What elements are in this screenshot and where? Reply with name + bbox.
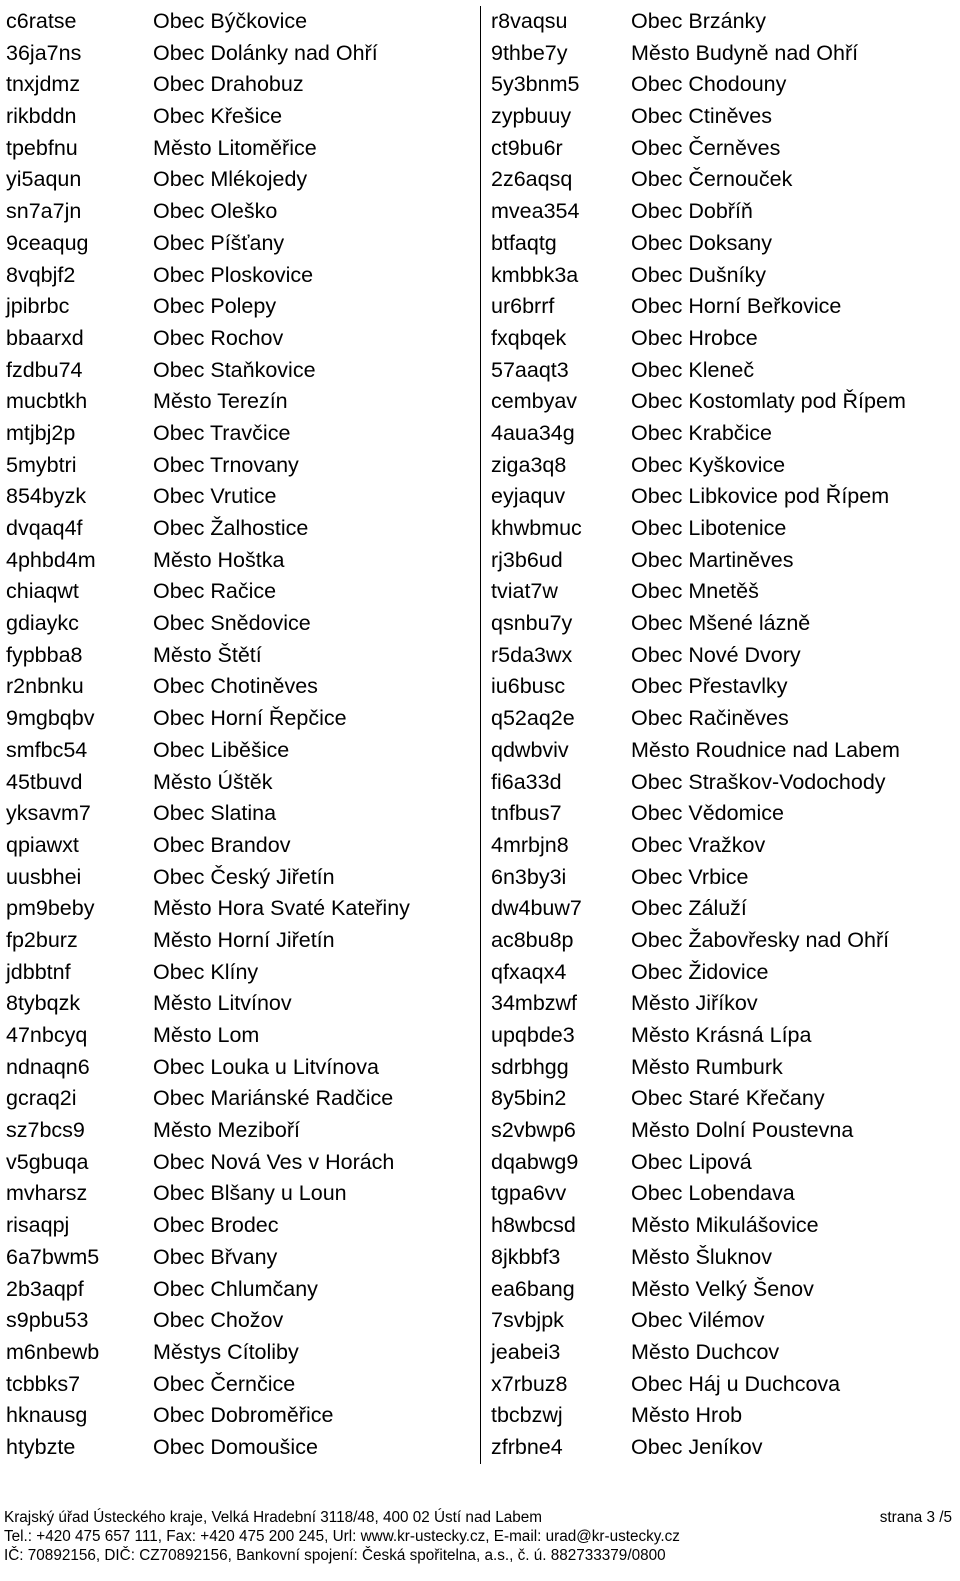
table-row [491, 386, 960, 418]
municipality-name: Obec Račiněves [631, 706, 789, 731]
table-row [6, 767, 480, 799]
table-row [491, 1210, 960, 1242]
table-row [6, 798, 480, 830]
municipality-name: Obec Doksany [631, 230, 773, 255]
municipality-name: Obec Horní Řepčice [153, 706, 347, 731]
municipality-name: Město Hora Svaté Kateřiny [153, 896, 410, 921]
table-row [6, 608, 480, 640]
data-box-id: smfbc54 [6, 737, 88, 762]
table-row [6, 196, 480, 228]
municipality-name: Město Krásná Lípa [631, 1023, 812, 1047]
municipality-name: Obec Libotenice [631, 516, 787, 540]
municipality-name: Obec Polepy [153, 294, 277, 319]
table-row [491, 1083, 960, 1115]
municipality-name: Obec Ctiněves [631, 104, 773, 129]
municipality-name: Obec Louka u Litvínova [153, 1054, 379, 1079]
data-box-id: yi5aqun [6, 167, 82, 192]
table-row [491, 133, 960, 165]
municipality-name: Obec Jeníkov [631, 1434, 763, 1459]
table-row [6, 481, 480, 513]
municipality-name: Obec Slatina [153, 801, 277, 826]
table-row [491, 323, 960, 355]
municipality-name: Obec Drahobuz [153, 72, 304, 97]
table-row [491, 1400, 960, 1432]
table-row [6, 735, 480, 767]
table-row [6, 101, 480, 133]
municipality-name: Obec Trnovany [153, 452, 299, 477]
table-row [6, 228, 480, 260]
table-row [6, 1305, 480, 1337]
data-box-id: fxqbqek [491, 325, 567, 350]
municipality-name: Obec Mlékojedy [153, 167, 308, 192]
footer-contacts: Tel.: +420 475 657 111, Fax: +420 475 200 245, Url: www.kr-ustecky.cz, E-mail: urad@kr-ustecky.cz [4, 1528, 680, 1545]
table-row [6, 418, 480, 450]
table-row [6, 291, 480, 323]
table-row [491, 767, 960, 799]
municipality-name: Obec Háj u Duchcova [631, 1371, 841, 1396]
table-row [6, 1083, 480, 1115]
footer-bank-info: IČ: 70892156, DIČ: CZ70892156, Bankovní spojení: Česká spořitelna, a.s., č. ú. 882733379/0800 [4, 1547, 666, 1564]
table-row [491, 196, 960, 228]
data-box-id: gcraq2i [6, 1086, 77, 1111]
table-row [491, 260, 960, 292]
table-row [6, 450, 480, 482]
data-box-id: 9ceaqug [6, 230, 89, 255]
data-box-id: dw4buw7 [491, 896, 582, 921]
table-row [6, 957, 480, 989]
municipality-name: Obec Křešice [153, 104, 283, 129]
data-box-id: sz7bcs9 [6, 1118, 85, 1143]
data-box-id: ac8bu8p [491, 927, 574, 952]
data-box-id: ea6bang [491, 1276, 575, 1301]
data-box-id: s9pbu53 [6, 1308, 89, 1333]
data-box-id: kmbbk3a [491, 262, 579, 287]
municipality-name: Město Hoštka [153, 547, 285, 572]
data-box-id: ndnaqn6 [6, 1054, 90, 1079]
data-box-id: 8jkbbf3 [491, 1244, 561, 1269]
municipality-name: Obec Libkovice pod Řípem [631, 484, 890, 509]
data-box-id: jeabei3 [491, 1339, 561, 1364]
municipality-name: Město Duchcov [631, 1339, 780, 1364]
table-row [491, 450, 960, 482]
table-row [6, 1242, 480, 1274]
municipality-name: Obec Záluží [631, 896, 747, 921]
table-row [491, 38, 960, 70]
data-box-id: 34mbzwf [491, 991, 578, 1016]
table-row [491, 291, 960, 323]
table-row [6, 164, 480, 196]
municipality-name: Obec Brodec [153, 1213, 279, 1238]
data-box-id: 57aaqt3 [491, 357, 569, 382]
municipality-name: Obec Martiněves [631, 547, 794, 572]
table-row [491, 608, 960, 640]
municipality-name: Obec Vrutice [153, 484, 277, 509]
table-row [6, 323, 480, 355]
municipality-name: Město Dolní Poustevna [631, 1118, 854, 1143]
data-box-id: ziga3q8 [491, 452, 567, 477]
municipality-name: Město Lom [153, 1023, 260, 1047]
data-box-id: qfxaqx4 [491, 959, 567, 984]
data-box-id: uusbhei [6, 864, 82, 889]
data-box-id: x7rbuz8 [491, 1371, 568, 1396]
municipality-name: Obec Dobříň [631, 199, 753, 224]
data-box-id: q52aq2e [491, 706, 575, 731]
table-row [6, 1147, 480, 1179]
data-box-id: jdbbtnf [6, 959, 71, 984]
data-box-id: 4aua34g [491, 420, 575, 445]
municipality-name: Obec Mariánské Radčice [153, 1086, 394, 1111]
data-box-id: ur6brrf [491, 294, 555, 319]
data-box-id: risaqpj [6, 1213, 70, 1238]
municipality-name: Obec Chožov [153, 1308, 284, 1333]
left-column [0, 6, 480, 1464]
municipality-name: Obec Račice [153, 579, 277, 604]
municipality-name: Obec Žalhostice [153, 516, 309, 540]
table-row [6, 988, 480, 1020]
data-box-id: dvqaq4f [6, 516, 83, 540]
table-row [491, 640, 960, 672]
data-box-id: mvea354 [491, 199, 580, 224]
table-row [6, 703, 480, 735]
table-row [491, 671, 960, 703]
table-row [491, 1052, 960, 1084]
data-box-id: 2b3aqpf [6, 1276, 84, 1301]
table-row [6, 1178, 480, 1210]
data-box-id: tcbbks7 [6, 1371, 81, 1396]
table-row [491, 1020, 960, 1052]
municipality-name: Město Budyně nad Ohří [631, 40, 859, 65]
data-box-id: jpibrbc [6, 294, 70, 319]
page-number: strana 3 /5 [879, 1509, 952, 1526]
municipality-name: Obec Mšené lázně [631, 611, 811, 636]
municipality-name: Obec Dolánky nad Ohří [153, 40, 378, 65]
table-row [491, 1305, 960, 1337]
municipality-name: Město Hrob [631, 1403, 743, 1428]
table-row [491, 481, 960, 513]
table-row [491, 925, 960, 957]
table-row [6, 545, 480, 577]
data-box-id: rj3b6ud [491, 547, 563, 572]
table-row [491, 1242, 960, 1274]
data-box-id: qsnbu7y [491, 611, 573, 636]
table-row [6, 925, 480, 957]
data-box-id: 8tybqzk [6, 991, 81, 1016]
municipality-name: Obec Býčkovice [153, 9, 308, 33]
table-row [6, 640, 480, 672]
data-box-id: s2vbwp6 [491, 1118, 576, 1143]
data-box-id: fi6a33d [491, 769, 562, 794]
municipality-name: Obec Přestavlky [631, 674, 788, 699]
municipality-name: Obec Staňkovice [153, 357, 316, 382]
table-row [6, 862, 480, 894]
data-box-id: r8vaqsu [491, 9, 568, 33]
table-row [6, 69, 480, 101]
data-box-id: tviat7w [491, 579, 558, 604]
table-row [6, 1052, 480, 1084]
data-box-id: zfrbne4 [491, 1434, 563, 1459]
data-box-id: hknausg [6, 1403, 88, 1428]
right-column [480, 6, 960, 1464]
data-box-id: ct9bu6r [491, 135, 563, 160]
municipality-name: Obec Černčice [153, 1371, 296, 1396]
table-row [491, 101, 960, 133]
table-row [6, 671, 480, 703]
data-box-id: bbaarxd [6, 325, 84, 350]
municipality-name: Obec Píšťany [153, 230, 285, 255]
municipality-name: Obec Liběšice [153, 737, 290, 762]
footer-address: Krajský úřad Ústeckého kraje, Velká Hradební 3118/48, 400 02 Ústí nad Labem [4, 1509, 542, 1526]
municipality-name: Město Meziboří [153, 1118, 300, 1143]
table-row [6, 1115, 480, 1147]
data-box-id: dqabwg9 [491, 1149, 579, 1174]
table-row [491, 957, 960, 989]
data-box-id: 5mybtri [6, 452, 77, 477]
data-box-id: m6nbewb [6, 1339, 100, 1364]
data-box-id: tpebfnu [6, 135, 78, 160]
data-box-id: 8vqbjf2 [6, 262, 76, 287]
municipality-name: Obec Nové Dvory [631, 642, 801, 667]
municipality-name: Obec Vilémov [631, 1308, 765, 1333]
data-box-id: 854byzk [6, 484, 87, 509]
table-row [6, 260, 480, 292]
municipality-name: Městys Cítoliby [153, 1339, 299, 1364]
data-box-id: 6n3by3i [491, 864, 567, 889]
municipality-name: Obec Horní Beřkovice [631, 294, 842, 319]
municipality-name: Obec Ploskovice [153, 262, 314, 287]
data-box-id: tgpa6vv [491, 1181, 567, 1206]
data-box-id: h8wbcsd [491, 1213, 576, 1238]
municipality-name: Obec Židovice [631, 959, 769, 984]
municipality-name: Obec Břvany [153, 1244, 278, 1269]
data-box-id: cembyav [491, 389, 578, 414]
data-box-id: tnfbus7 [491, 801, 562, 826]
municipality-name: Obec Kostomlaty pod Řípem [631, 389, 906, 414]
table-row [491, 735, 960, 767]
data-box-id: rikbddn [6, 104, 77, 129]
data-box-id: fzdbu74 [6, 357, 83, 382]
municipality-name: Obec Brandov [153, 832, 291, 857]
data-box-id: 47nbcyq [6, 1023, 88, 1047]
data-box-id: eyjaquv [491, 484, 566, 509]
data-box-id: pm9beby [6, 896, 95, 921]
data-box-id: 9mgbqbv [6, 706, 95, 731]
data-box-id: qpiawxt [6, 832, 79, 857]
table-row [491, 164, 960, 196]
municipality-name: Město Horní Jiřetín [153, 927, 335, 952]
data-box-id: 4mrbjn8 [491, 832, 569, 857]
table-row [491, 545, 960, 577]
municipality-name: Obec Straškov-Vodochody [631, 769, 886, 794]
table-row [6, 1432, 480, 1464]
municipality-name: Obec Nová Ves v Horách [153, 1149, 395, 1174]
data-box-id: upqbde3 [491, 1023, 575, 1047]
municipality-name: Město Velký Šenov [631, 1276, 814, 1301]
municipality-name: Obec Hrobce [631, 325, 758, 350]
data-box-id: 9thbe7y [491, 40, 568, 65]
table-row [491, 798, 960, 830]
municipality-name: Obec Chotiněves [153, 674, 318, 699]
table-row [491, 1369, 960, 1401]
data-box-id: mucbtkh [6, 389, 88, 414]
table-row [6, 355, 480, 387]
data-box-id: mvharsz [6, 1181, 88, 1206]
data-box-id: gdiaykc [6, 611, 79, 636]
municipality-name: Obec Lipová [631, 1149, 752, 1174]
table-row [6, 386, 480, 418]
data-box-id: zypbuuy [491, 104, 572, 129]
municipality-name: Město Litoměřice [153, 135, 317, 160]
municipality-name: Město Šluknov [631, 1244, 773, 1269]
municipality-name: Obec Blšany u Loun [153, 1181, 347, 1206]
data-box-id: 2z6aqsq [491, 167, 573, 192]
municipality-name: Obec Rochov [153, 325, 284, 350]
table-row [491, 418, 960, 450]
data-box-id: sn7a7jn [6, 199, 82, 224]
table-row [6, 1210, 480, 1242]
municipality-name: Město Mikulášovice [631, 1213, 819, 1238]
table-row [6, 1274, 480, 1306]
table-row [491, 1337, 960, 1369]
municipality-name: Město Terezín [153, 389, 288, 414]
data-box-table [0, 6, 960, 1464]
data-box-id: khwbmuc [491, 516, 582, 540]
table-row [6, 513, 480, 545]
table-row [6, 1400, 480, 1432]
data-box-id: 36ja7ns [6, 40, 82, 65]
municipality-name: Obec Dušníky [631, 262, 767, 287]
data-box-id: c6ratse [6, 9, 77, 33]
table-row [491, 576, 960, 608]
municipality-name: Obec Černěves [631, 135, 781, 160]
table-row [491, 6, 960, 38]
data-box-id: tnxjdmz [6, 72, 81, 97]
data-box-id: iu6busc [491, 674, 566, 699]
municipality-name: Obec Staré Křečany [631, 1086, 825, 1111]
table-row [6, 1020, 480, 1052]
table-row [491, 1115, 960, 1147]
table-row [6, 830, 480, 862]
table-row [6, 576, 480, 608]
table-row [491, 1274, 960, 1306]
municipality-name: Obec Žabovřesky nad Ohří [631, 927, 890, 952]
data-box-id: yksavm7 [6, 801, 91, 826]
table-row [6, 893, 480, 925]
municipality-name: Město Litvínov [153, 991, 292, 1016]
municipality-name: Město Úštěk [153, 769, 273, 794]
data-box-id: 7svbjpk [491, 1308, 564, 1333]
data-box-id: r5da3wx [491, 642, 573, 667]
municipality-name: Město Roudnice nad Labem [631, 737, 900, 762]
data-box-id: 8y5bin2 [491, 1086, 567, 1111]
municipality-name: Obec Chlumčany [153, 1276, 318, 1301]
municipality-name: Obec Travčice [153, 420, 291, 445]
municipality-name: Obec Domoušice [153, 1434, 318, 1459]
municipality-name: Obec Dobroměřice [153, 1403, 334, 1428]
table-row [491, 703, 960, 735]
table-row [491, 862, 960, 894]
table-row [6, 1369, 480, 1401]
table-row [491, 988, 960, 1020]
table-row [6, 1337, 480, 1369]
data-box-id: chiaqwt [6, 579, 79, 604]
data-box-id: fypbba8 [6, 642, 83, 667]
municipality-name: Obec Snědovice [153, 611, 311, 636]
table-row [6, 6, 480, 38]
table-row [6, 38, 480, 70]
municipality-name: Město Štětí [153, 642, 262, 667]
municipality-name: Obec Mnetěš [631, 579, 759, 604]
data-box-id: qdwbviv [491, 737, 569, 762]
municipality-name: Obec Kleneč [631, 357, 755, 382]
table-row [491, 69, 960, 101]
data-box-id: tbcbzwj [491, 1403, 563, 1428]
municipality-name: Obec Český Jiřetín [153, 864, 335, 889]
data-box-id: v5gbuqa [6, 1149, 89, 1174]
municipality-name: Obec Lobendava [631, 1181, 795, 1206]
table-row [491, 1147, 960, 1179]
municipality-name: Město Jiříkov [631, 991, 758, 1016]
municipality-name: Obec Oleško [153, 199, 278, 224]
table-row [491, 355, 960, 387]
table-row [491, 1432, 960, 1464]
table-row [491, 830, 960, 862]
data-box-id: 6a7bwm5 [6, 1244, 100, 1269]
data-box-id: sdrbhgg [491, 1054, 569, 1079]
data-box-id: fp2burz [6, 927, 78, 952]
data-box-id: r2nbnku [6, 674, 84, 699]
municipality-name: Obec Černouček [631, 167, 793, 192]
municipality-name: Obec Krabčice [631, 420, 773, 445]
municipality-name: Obec Chodouny [631, 72, 787, 97]
municipality-name: Obec Kyškovice [631, 452, 786, 477]
municipality-name: Obec Klíny [153, 959, 259, 984]
data-box-id: 4phbd4m [6, 547, 96, 572]
data-box-id: mtjbj2p [6, 420, 76, 445]
data-box-id: 5y3bnm5 [491, 72, 580, 97]
data-box-id: htybzte [6, 1434, 76, 1459]
municipality-name: Obec Vražkov [631, 832, 766, 857]
data-box-id: btfaqtg [491, 230, 557, 255]
municipality-name: Obec Vědomice [631, 801, 784, 826]
data-box-id: 45tbuvd [6, 769, 83, 794]
municipality-name: Obec Vrbice [631, 864, 749, 889]
municipality-name: Obec Brzánky [631, 9, 767, 33]
table-row [491, 893, 960, 925]
page-footer [4, 1508, 954, 1565]
table-row [491, 228, 960, 260]
municipality-name: Město Rumburk [631, 1054, 783, 1079]
table-row [6, 133, 480, 165]
table-row [491, 1178, 960, 1210]
table-row [491, 513, 960, 545]
